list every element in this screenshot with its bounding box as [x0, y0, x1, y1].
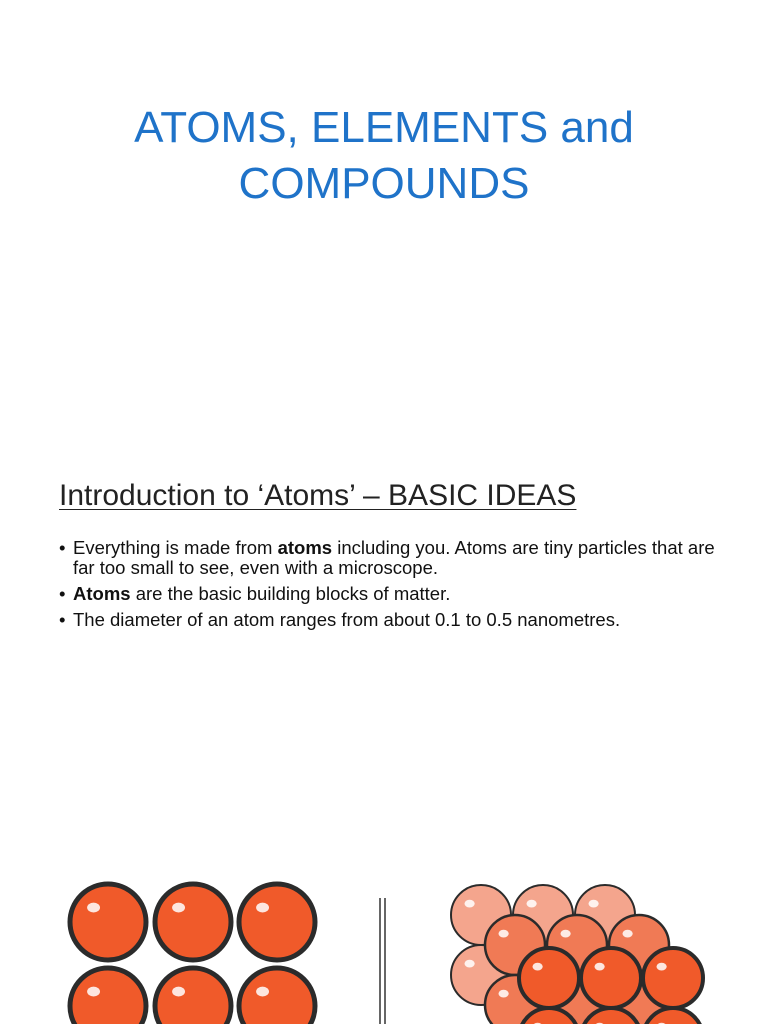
slide-title	[0, 100, 768, 212]
section-heading: Introduction to ‘Atoms’ – BASIC IDEAS	[59, 479, 577, 512]
atom-packing-illustration	[0, 880, 768, 1024]
bullet-item	[59, 610, 739, 630]
divider-double-line	[380, 898, 385, 1024]
stacked-packed-atoms	[451, 885, 703, 1024]
atom-sphere	[155, 884, 231, 960]
atom-sphere	[581, 948, 641, 1008]
atom-sphere	[70, 884, 146, 960]
bullet-dot: •	[59, 537, 66, 558]
bullet-item	[59, 538, 739, 578]
bullet-bold-text: atoms	[277, 537, 333, 558]
bullet-dot: •	[59, 609, 66, 630]
atom-illustrations	[0, 880, 768, 1024]
bullet-item	[59, 584, 739, 604]
grid-packed-atoms	[70, 884, 315, 1024]
bullet-text: Everything is made from	[73, 537, 278, 558]
bullet-list	[59, 538, 739, 630]
atom-sphere	[519, 948, 579, 1008]
bullet-text: The diameter of an atom ranges from about 0.1 to 0.5 nanometres.	[73, 609, 621, 630]
atom-sphere	[643, 948, 703, 1008]
atom-sphere	[155, 968, 231, 1024]
bullet-text: are the basic building blocks of matter.	[130, 583, 451, 604]
intro-section	[59, 476, 739, 636]
bullet-text: including you. Atoms are tiny particles that are far too small to see, even with a microscope.	[73, 537, 715, 578]
bullet-bold-text: Atoms	[73, 583, 131, 604]
slide-title-line-1: ATOMS, ELEMENTS and	[134, 103, 634, 152]
slide-title-line-2: COMPOUNDS	[238, 159, 530, 208]
title-area	[0, 100, 768, 212]
bullet-dot: •	[59, 583, 66, 604]
atom-sphere	[239, 884, 315, 960]
atom-sphere	[239, 968, 315, 1024]
atom-sphere	[70, 968, 146, 1024]
